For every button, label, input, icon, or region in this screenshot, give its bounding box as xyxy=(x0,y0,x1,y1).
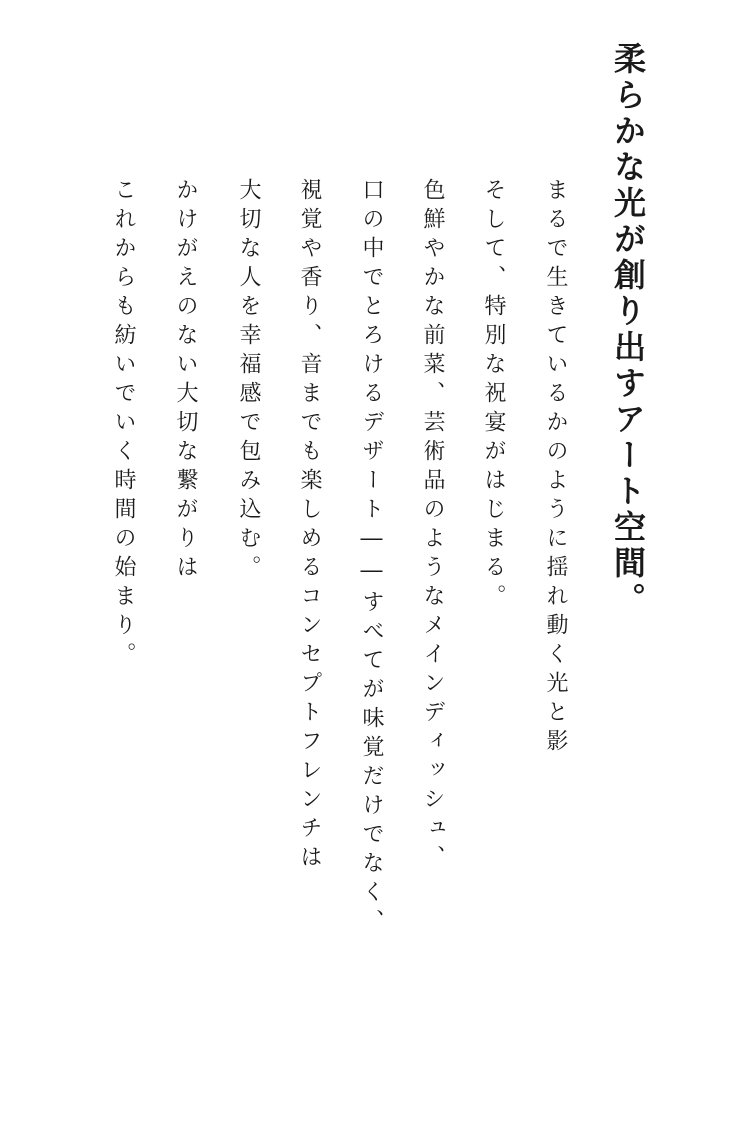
body-line-1: まるで生きているかのように揺れ動く光と影 xyxy=(543,178,568,758)
body-line-3: 色鮮やかな前菜、芸術品のようなメインディッシュ、 xyxy=(420,178,445,874)
body-line-5: 視覚や香り、音までも楽しめるコンセプトフレンチは xyxy=(297,178,322,874)
body-line-2: そして、特別な祝宴がはじまる。 xyxy=(481,178,506,613)
body-line-8: これからも紡いでいく時間の始まり。 xyxy=(111,178,136,671)
body-line-4: 口の中でとろけるデザート――すべてが味覚だけでなく、 xyxy=(359,178,384,938)
body-line-6: 大切な人を幸福感で包み込む。 xyxy=(236,178,261,584)
body-line-7: かけがえのない大切な繋がりは xyxy=(173,178,198,584)
page-title: 柔らかな光が創り出すアート空間。 xyxy=(609,42,647,618)
